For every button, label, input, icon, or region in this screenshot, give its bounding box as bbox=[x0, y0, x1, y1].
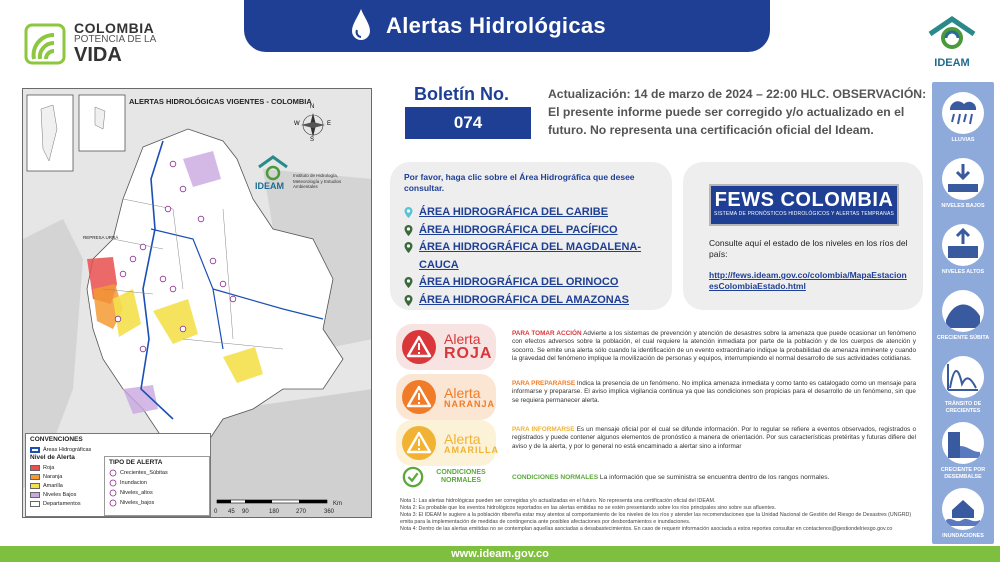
alert-map[interactable] bbox=[22, 88, 372, 518]
scale-bar-graphic bbox=[213, 499, 343, 507]
alert-badge-amarilla bbox=[396, 420, 499, 466]
embalse-label: REPRESA URRÁ bbox=[83, 235, 119, 240]
map-legend bbox=[25, 433, 211, 517]
ideam-logo[interactable] bbox=[926, 16, 978, 69]
area-link[interactable] bbox=[404, 239, 658, 274]
legend-tipo-row bbox=[105, 498, 209, 508]
legend-swatch bbox=[30, 474, 40, 480]
area-intro: Por favor, haga clic sobre el Área Hidrográfica que desee consultar. bbox=[404, 172, 635, 193]
sidebar bbox=[932, 82, 994, 544]
legend-nivel-title: Nivel de Alerta bbox=[30, 454, 75, 461]
ideam-logo-label: IDEAM bbox=[934, 57, 970, 69]
alert-body: Advierte a los sistemas de prevención y atención de desastres sobre la amenaza que puede ocasionar un fenómeno con efectos adversos sobre la población, el cual requiere la atención inmediata por parte de la población y de los cuerpos de atención y socorro. Se emite una alerta sólo cuando la identificación de un evento extraordinario indique la probabilidad de amenaza inminente y cuando la gravedad del fenómeno implique la movilización de personas y equipos, interrumpiendo el normal desarrollo de sus actividades cotidianas. bbox=[512, 330, 916, 363]
legend-label-areas: Áreas Hidrográficas bbox=[43, 446, 92, 453]
flood-transit-icon bbox=[942, 356, 984, 398]
map-pin-icon bbox=[404, 277, 413, 288]
alert-marker-icon bbox=[109, 489, 117, 497]
map-pin-icon bbox=[404, 225, 413, 236]
rain-icon bbox=[942, 92, 984, 134]
flash-flood-icon bbox=[942, 290, 984, 332]
area-link[interactable] bbox=[404, 292, 658, 310]
check-circle-icon bbox=[402, 466, 424, 488]
legend-tipo-label: Niveles_altos bbox=[120, 490, 153, 496]
alert-word2: NARANJA bbox=[444, 398, 496, 409]
scale-tick: 0 bbox=[214, 509, 218, 515]
legend-nivel-row bbox=[26, 463, 100, 472]
alert-description bbox=[512, 380, 916, 405]
note-line: Nota 2: Es probable que los eventos hidrológicos reportados en las alertas emitidas no se estén presentando sobre los ríos principales sino sobre sus afluentes. bbox=[400, 505, 777, 511]
update-text: Actualización: 14 de marzo de 2024 – 22:00 HLC. OBSERVACIÓN: El presente informe puede ser corregido y/o actualizado en el futuro. No representa una certificación oficial del Ideam. bbox=[548, 87, 927, 137]
note-line: Nota 1: Las alertas hidrológicas pueden ser corregidas y/o actualizadas en el futuro. No representa una certificación oficial del IDEAM. bbox=[400, 498, 716, 504]
alert-marker-icon bbox=[109, 469, 117, 477]
compass-s: S bbox=[310, 137, 315, 143]
scale-tick: 45 bbox=[228, 509, 235, 515]
sidebar-item-low-levels[interactable] bbox=[932, 158, 994, 210]
compass-n: N bbox=[310, 104, 315, 110]
warning-icon bbox=[402, 426, 436, 460]
fews-text: Consulte aquí el estado de los niveles en los ríos del país: bbox=[709, 238, 908, 259]
area-card bbox=[390, 162, 672, 310]
colombia-logo[interactable] bbox=[24, 18, 164, 68]
legend-nivel-row bbox=[26, 499, 100, 508]
alert-body: Indica la presencia de un fenómeno. No implica amenaza inmediata y como tanto es catalogado como un mensaje para informarse y prepararse. El aviso implica vigilancia continua ya que las condiciones son propicias para el desarrollo de un fenómeno, sin que se requiera permanecer alerta. bbox=[512, 380, 916, 404]
warning-icon bbox=[402, 380, 436, 414]
normal-label: CONDICIONES NORMALES bbox=[436, 469, 486, 484]
alert-word1: Alerta bbox=[444, 430, 481, 447]
legend-nivel-label: Roja bbox=[43, 464, 55, 471]
fews-logo-sub: SISTEMA DE PRONÓSTICOS HIDROLÓGICOS Y ALERTAS TEMPRANAS bbox=[713, 211, 895, 217]
map-scale-bar bbox=[213, 499, 343, 515]
footer-url[interactable]: www.ideam.gov.co bbox=[451, 548, 549, 560]
notes bbox=[400, 498, 920, 533]
alert-word1: Alerta bbox=[444, 384, 481, 401]
legend-swatch bbox=[30, 465, 40, 471]
scale-ticks bbox=[213, 501, 343, 517]
sidebar-label: LLUVIAS bbox=[951, 137, 975, 143]
area-link-label: ÁREA HIDROGRÁFICA DEL PACÍFICO bbox=[419, 223, 618, 236]
map-ideam-desc: Instituto de Hidrología, Meteorología y Estudios Ambientales bbox=[293, 173, 342, 189]
alert-description bbox=[512, 330, 916, 364]
legend-tipo-label: Crecientes_Súbitas bbox=[120, 470, 168, 476]
water-drop-icon bbox=[350, 8, 372, 42]
sidebar-label: INUNDACIONES bbox=[942, 533, 984, 539]
sidebar-label: NIVELES ALTOS bbox=[941, 269, 985, 275]
legend-tipo-box bbox=[104, 456, 210, 516]
legend-title: CONVENCIONES bbox=[30, 436, 83, 443]
bulletin-number: 074 bbox=[405, 107, 531, 139]
map-ideam-text: IDEAM bbox=[255, 181, 284, 191]
alert-words bbox=[444, 332, 492, 362]
scale-tick: 90 bbox=[242, 509, 249, 515]
warning-icon bbox=[402, 330, 436, 364]
legend-nivel-label: Naranja bbox=[43, 473, 63, 480]
sidebar-label: NIVELES BAJOS bbox=[941, 203, 985, 209]
bulletin-label: Boletín No. bbox=[414, 84, 509, 104]
alert-badge-roja bbox=[396, 324, 496, 370]
map-title: ALERTAS HIDROLÓGICAS VIGENTES - COLOMBIA bbox=[129, 97, 312, 106]
fews-link[interactable]: http://fews.ideam.gov.co/colombia/MapaEstacionesColombiaEstado.html bbox=[709, 270, 907, 291]
legend-swatch bbox=[30, 492, 40, 498]
area-link-label: ÁREA HIDROGRÁFICA DEL AMAZONAS bbox=[419, 293, 630, 306]
area-link[interactable] bbox=[404, 222, 658, 240]
alert-word2: ROJA bbox=[444, 345, 493, 362]
area-link-label: ÁREA HIDROGRÁFICA DEL CARIBE bbox=[419, 206, 609, 218]
sidebar-label: CRECIENTE SÚBITA bbox=[936, 335, 990, 341]
sidebar-label: CRECIENTE POR DESEMBALSE bbox=[940, 467, 986, 480]
scale-tick: 270 bbox=[296, 509, 307, 515]
sidebar-item-flood[interactable] bbox=[932, 488, 994, 540]
legend-nivel-row bbox=[26, 490, 100, 499]
legend-tipo-label: Niveles_bajos bbox=[120, 500, 155, 506]
normal-badge bbox=[402, 464, 502, 490]
normal-lead: CONDICIONES NORMALES bbox=[512, 474, 599, 481]
alert-lead: PARA PREPARARSE bbox=[512, 380, 576, 387]
legend-nivel-label: Amarilla bbox=[43, 482, 63, 489]
legend-nivel-label: Niveles Bajos bbox=[43, 491, 77, 498]
note-line: Nota 4: Dentro de las alertas emitidas no se contemplan aquellas asociadas a desabastecimientos. En caso de requerir información asociada a estos reportes consultar en contactenos@gestiondelriesgo.gov.co bbox=[400, 526, 893, 532]
alert-lead: PARA INFORMARSE bbox=[512, 426, 575, 433]
area-link[interactable] bbox=[404, 274, 658, 292]
legend-nivel-label: Departamentos bbox=[43, 500, 81, 507]
dam-release-icon bbox=[942, 422, 984, 464]
sidebar-item-high-levels[interactable] bbox=[932, 224, 994, 276]
scale-tick: 360 bbox=[324, 509, 335, 515]
legend-row-areas bbox=[26, 445, 210, 454]
area-links bbox=[404, 204, 658, 309]
sidebar-item-flash-flood[interactable] bbox=[932, 290, 994, 342]
legend-tipo-row bbox=[105, 478, 209, 488]
alert-word1: Alerta bbox=[444, 331, 481, 347]
scale-unit: Km bbox=[333, 501, 342, 507]
legend-swatch-areas bbox=[30, 447, 40, 453]
legend-tipo-label: Inundacion bbox=[120, 480, 147, 486]
alert-marker-icon bbox=[109, 499, 117, 507]
fews-card bbox=[683, 162, 923, 310]
high-levels-icon bbox=[942, 224, 984, 266]
legend-tipo-row bbox=[105, 468, 209, 478]
legend-nivel-row bbox=[26, 472, 100, 481]
fews-logo[interactable] bbox=[709, 184, 899, 226]
header bbox=[0, 0, 1000, 69]
area-link-label: ÁREA HIDROGRÁFICA DEL ORINOCO bbox=[419, 276, 619, 288]
colombia-logo-icon bbox=[24, 21, 68, 65]
logo-line1: COLOMBIA bbox=[74, 20, 155, 36]
alert-badge-naranja bbox=[396, 374, 496, 420]
compass-e: E bbox=[327, 121, 332, 127]
low-levels-icon bbox=[942, 158, 984, 200]
area-link-label: ÁREA HIDROGRÁFICA DEL MAGDALENA-CAUCA bbox=[419, 241, 642, 271]
legend-tipo-list bbox=[105, 468, 209, 508]
alert-word2: AMARILLA bbox=[444, 444, 499, 455]
map-pin-icon bbox=[404, 242, 413, 253]
sidebar-item-rain[interactable] bbox=[932, 92, 994, 144]
footer bbox=[0, 546, 1000, 562]
ideam-logo-icon bbox=[926, 16, 978, 50]
sidebar-item-flood-transit[interactable] bbox=[932, 356, 994, 414]
compass-w: W bbox=[294, 121, 300, 127]
sidebar-item-dam-release[interactable] bbox=[932, 422, 994, 480]
area-link[interactable] bbox=[404, 204, 658, 222]
alert-body: Es un mensaje oficial por el cual se difunde información. Por lo regular se refiere a eventos observados, registrados o registrados y puede contener algunos elementos de pronóstico a manera de orientación. Por sus características pretéritas y futuras difiere del aviso y de la alerta, y por lo general no está encaminado a alertar sino a informar bbox=[512, 426, 916, 450]
page-title: Alertas Hidrológicas bbox=[386, 13, 606, 38]
title-bar bbox=[244, 0, 770, 52]
legend-swatch bbox=[30, 483, 40, 489]
alert-description bbox=[512, 426, 916, 451]
fews-logo-title: FEWS COLOMBIA bbox=[714, 189, 894, 211]
alert-words bbox=[444, 432, 499, 455]
sidebar-label: TRÁNSITO DE CRECIENTES bbox=[944, 401, 982, 414]
legend-tipo-title: TIPO DE ALERTA bbox=[109, 459, 163, 466]
alert-lead: PARA TOMAR ACCIÓN bbox=[512, 330, 582, 337]
legend-tipo-row bbox=[105, 488, 209, 498]
legend-swatch bbox=[30, 501, 40, 507]
logo-line3: VIDA bbox=[74, 44, 122, 66]
logo-line2: POTENCIA DE LA bbox=[74, 34, 157, 45]
map-pin-icon bbox=[404, 295, 413, 306]
alert-marker-icon bbox=[109, 479, 117, 487]
alert-words bbox=[444, 386, 495, 409]
note-line: Nota 3: El IDEAM le sugiere a la población ribereña estar muy atentos al comportamiento de los niveles de los ríos y atender las recomendaciones que la Unidad Nacional de Gestión del Riesgo de Desastres (UNGRD) emita para la implementación de medidas de contingencia ante posibles afectaciones por desbordamientos e inundaciones. bbox=[400, 512, 912, 525]
scale-tick: 180 bbox=[269, 509, 280, 515]
normal-desc: La información que se suministra se encuentra dentro de los rangos normales. bbox=[598, 474, 830, 481]
flood-icon bbox=[942, 488, 984, 530]
legend-nivel-row bbox=[26, 481, 100, 490]
normal-text bbox=[512, 474, 916, 481]
map-pin-icon bbox=[404, 207, 413, 218]
